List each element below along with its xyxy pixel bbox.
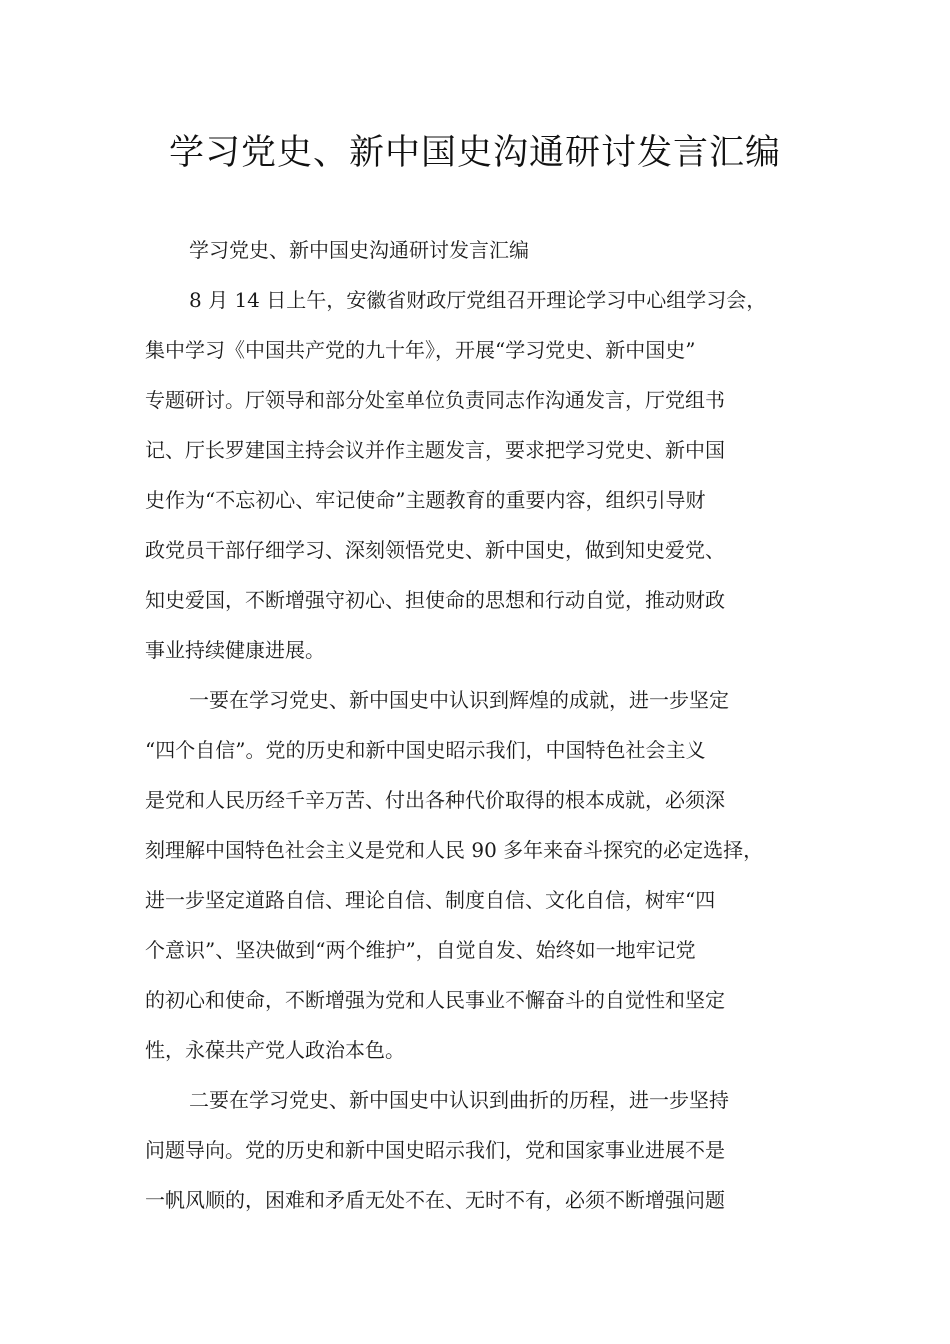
body-line: 事业持续健康进展。 [145,638,325,662]
body-line: 政党员干部仔细学习、深刻领悟党史、新中国史，做到知史爱党、 [145,538,725,562]
body-line: 知史爱国，不断增强守初心、担使命的思想和行动自觉，推动财政 [145,588,725,612]
body-line: 一要在学习党史、新中国史中认识到辉煌的成就，进一步坚定 [189,688,729,712]
body-line: 记、厅长罗建国主持会议并作主题发言，要求把学习党史、新中国 [145,438,725,462]
body-line: 刻理解中国特色社会主义是党和人民 90 多年来奋斗探究的必定选择， [145,838,764,862]
body-line: 史作为“不忘初心、牢记使命”主题教育的重要内容，组织引导财 [145,488,706,512]
body-line: 学习党史、新中国史沟通研讨发言汇编 [189,238,529,262]
body-line: 集中学习《中国共产党的九十年》，开展“学习党史、新中国史” [145,338,696,362]
document-body [145,225,817,1225]
body-line: 8 月 14 日上午，安徽省财政厅党组召开理论学习中心组学习会， [189,288,767,312]
body-line: 的初心和使命，不断增强为党和人民事业不懈奋斗的自觉性和坚定 [145,988,725,1012]
body-line: “四个自信”。党的历史和新中国史昭示我们，中国特色社会主义 [145,738,706,762]
body-line: 是党和人民历经千辛万苦、付出各种代价取得的根本成就，必须深 [145,788,725,812]
body-line: 个意识”、坚决做到“两个维护”，自觉自发、始终如一地牢记党 [145,938,696,962]
body-line: 专题研讨。厅领导和部分处室单位负责同志作沟通发言，厅党组书 [145,388,725,412]
body-line: 二要在学习党史、新中国史中认识到曲折的历程，进一步坚持 [189,1088,729,1112]
body-line: 进一步坚定道路自信、理论自信、制度自信、文化自信，树牢“四 [145,888,716,912]
body-line: 问题导向。党的历史和新中国史昭示我们，党和国家事业进展不是 [145,1138,725,1162]
document-title: 学习党史、新中国史沟通研讨发言汇编 [168,133,781,173]
body-line: 性，永葆共产党人政治本色。 [145,1038,405,1062]
body-line: 一帆风顺的，困难和矛盾无处不在、无时不有，必须不断增强问题 [145,1188,725,1212]
